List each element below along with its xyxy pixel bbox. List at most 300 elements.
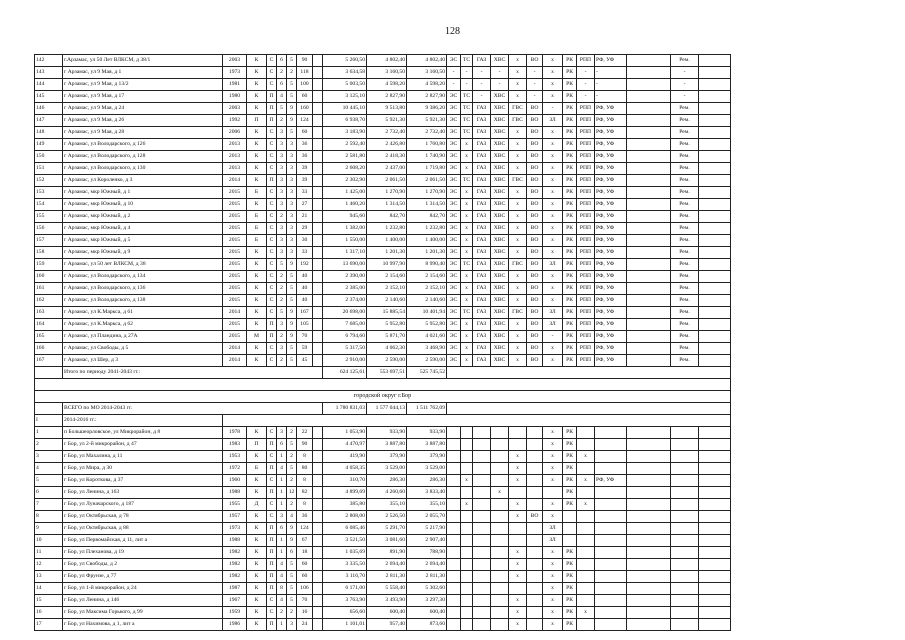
table-cell: ГАЗ — [473, 115, 491, 127]
table-cell: ГАЗ — [473, 331, 491, 343]
table-cell: 2015 — [223, 319, 247, 331]
table-cell: х — [461, 199, 473, 211]
table-cell: 90 — [297, 439, 313, 451]
table-cell: Рем. — [671, 151, 699, 163]
table-cell — [563, 535, 577, 547]
table-cell — [491, 535, 509, 547]
table-cell — [577, 583, 595, 595]
table-cell: К — [247, 295, 267, 307]
address-cell: г Бор, ул Махалина, д 11 — [63, 451, 223, 463]
table-cell: П — [267, 535, 277, 547]
table-cell: П — [267, 319, 277, 331]
table-cell: 158 — [35, 247, 63, 259]
table-cell — [627, 223, 671, 235]
table-cell: 600,40 — [407, 607, 447, 619]
table-cell: РПП — [577, 271, 595, 283]
table-cell: РФ, УФ — [595, 139, 627, 151]
table-cell — [313, 523, 323, 535]
table-cell — [627, 139, 671, 151]
table-cell: 2 694,40 — [367, 559, 407, 571]
table-cell: 1 317,10 — [323, 247, 367, 259]
table-cell — [473, 619, 491, 631]
table-cell: - — [491, 67, 509, 79]
table-cell — [313, 619, 323, 631]
table-cell: 156 — [35, 223, 63, 235]
table-cell: х — [543, 247, 563, 259]
table-cell: 3 — [277, 175, 287, 187]
table-cell: 379,90 — [407, 451, 447, 463]
table-cell — [461, 523, 473, 535]
table-cell: ГАЗ — [473, 235, 491, 247]
table-cell — [461, 535, 473, 547]
table-cell — [671, 619, 699, 631]
table-cell: 1960 — [223, 475, 247, 487]
address-cell: г Бор, ул Октябрьская, д 78 — [63, 511, 223, 523]
table-cell: 2015 — [223, 331, 247, 343]
table-row — [35, 571, 731, 583]
table-cell: 166 — [35, 343, 63, 355]
table-cell — [699, 175, 731, 187]
table-cell: ЭС — [447, 319, 461, 331]
table-cell: С — [267, 451, 277, 463]
table-cell: - — [447, 79, 461, 91]
table-cell: 2 437,00 — [367, 163, 407, 175]
table-cell — [699, 331, 731, 343]
table-cell — [491, 523, 509, 535]
table-cell: 151 — [35, 163, 63, 175]
table-cell — [509, 439, 527, 451]
table-cell: ВО — [527, 259, 543, 271]
table-row — [35, 319, 731, 331]
table-cell — [313, 547, 323, 559]
table-cell — [563, 511, 577, 523]
table-cell: 10 997,90 — [367, 259, 407, 271]
table-cell: х — [543, 427, 563, 439]
table-cell — [527, 607, 543, 619]
table-cell: 2015 — [223, 283, 247, 295]
table-cell: 36 — [297, 151, 313, 163]
table-cell: 1959 — [223, 607, 247, 619]
table-cell: 9 386,20 — [407, 103, 447, 115]
table-cell: 9 — [287, 319, 297, 331]
table-cell: С — [267, 343, 277, 355]
table-cell: 2015 — [223, 199, 247, 211]
table-cell: х — [543, 175, 563, 187]
table-cell — [699, 583, 731, 595]
table-cell — [461, 595, 473, 607]
table-cell: х — [509, 619, 527, 631]
table-cell: х — [461, 211, 473, 223]
table-cell — [473, 451, 491, 463]
table-cell: С — [267, 271, 277, 283]
address-cell: г Арзамас, мкр Южный, д 10 — [63, 199, 223, 211]
table-cell: П — [267, 487, 277, 499]
table-cell — [577, 523, 595, 535]
table-cell: РК — [563, 79, 577, 91]
table-cell: РК — [563, 211, 577, 223]
table-cell — [313, 175, 323, 187]
table-cell: ГАЗ — [473, 55, 491, 67]
table-cell — [699, 343, 731, 355]
table-cell: - — [473, 67, 491, 79]
table-cell — [627, 475, 671, 487]
table-cell — [699, 523, 731, 535]
table-cell: ХВС — [491, 223, 509, 235]
table-cell — [447, 475, 461, 487]
table-cell — [563, 523, 577, 535]
table-cell — [491, 475, 509, 487]
table-cell: РК — [563, 271, 577, 283]
table-cell — [313, 235, 323, 247]
table-cell: РПП — [577, 319, 595, 331]
table-cell: 40 — [297, 271, 313, 283]
table-cell: 5 302,60 — [407, 583, 447, 595]
table-cell: 163 — [35, 307, 63, 319]
table-cell: х — [509, 355, 527, 367]
table-cell: 1 — [277, 547, 287, 559]
table-cell: 5 — [287, 355, 297, 367]
table-cell: 2014 — [223, 307, 247, 319]
table-cell: 1 101,01 — [323, 619, 367, 631]
table-cell: 1 460,20 — [323, 199, 367, 211]
table-cell: РФ, УФ — [595, 259, 627, 271]
table-cell: 3 468,90 — [407, 343, 447, 355]
table-cell: С — [267, 259, 277, 271]
table-cell — [461, 439, 473, 451]
table-cell: 2 140,60 — [367, 295, 407, 307]
table-cell — [671, 607, 699, 619]
table-cell: РФ, УФ — [595, 127, 627, 139]
table-cell: ТС — [461, 115, 473, 127]
table-cell: Рем. — [671, 259, 699, 271]
table-cell — [671, 427, 699, 439]
table-row — [35, 523, 731, 535]
table-cell: 2015 — [223, 211, 247, 223]
period-number: I — [35, 415, 63, 427]
table-cell: 600,40 — [367, 607, 407, 619]
table-cell: 39 — [297, 175, 313, 187]
table-cell: РПП — [577, 211, 595, 223]
table-cell — [699, 115, 731, 127]
table-cell — [577, 487, 595, 499]
period-label: 2014-2016 гг.: — [63, 415, 223, 427]
table-cell — [627, 247, 671, 259]
table-cell: х — [543, 67, 563, 79]
table-cell: 3 — [287, 175, 297, 187]
table-cell: ЗЛ — [543, 523, 563, 535]
table-cell: 1973 — [223, 523, 247, 535]
table-cell: 1 — [277, 487, 287, 499]
table-cell — [313, 259, 323, 271]
table-cell: РК — [563, 67, 577, 79]
table-cell: 8 — [297, 451, 313, 463]
table-cell: С — [267, 247, 277, 259]
table-cell: С — [267, 595, 277, 607]
table-cell — [595, 523, 627, 535]
table-row — [35, 451, 731, 463]
table-cell: ГАЗ — [473, 307, 491, 319]
table-cell: РК — [563, 427, 577, 439]
table-cell: РПП — [577, 331, 595, 343]
table-cell: 842,70 — [407, 211, 447, 223]
table-cell — [461, 571, 473, 583]
table-cell: 1 760,80 — [407, 139, 447, 151]
table-cell: ЗЛ — [543, 319, 563, 331]
table-cell — [699, 79, 731, 91]
table-cell: П — [267, 439, 277, 451]
table-cell: С — [267, 199, 277, 211]
table-cell: х — [543, 55, 563, 67]
table-cell: ГАЗ — [473, 319, 491, 331]
address-cell: г Бор, ул Нахимова, д 1, лит а — [63, 619, 223, 631]
summary-label: ВСЕГО по МО 2014-2043 гг. — [63, 403, 323, 415]
table-cell: 419,90 — [323, 451, 367, 463]
address-cell: г Арзамас, ул Володарского, д 134 — [63, 271, 223, 283]
table-cell — [699, 103, 731, 115]
table-cell: 2 — [277, 211, 287, 223]
table-cell: ЭС — [447, 55, 461, 67]
table-row — [35, 115, 731, 127]
table-cell: 3 — [277, 427, 287, 439]
table-cell: ВО — [527, 199, 543, 211]
table-cell — [491, 595, 509, 607]
table-cell — [595, 511, 627, 523]
table-cell: ТС — [461, 259, 473, 271]
table-cell: 4 260,60 — [367, 487, 407, 499]
address-cell: г Арзамас, ул 9 Мая, д 1 — [63, 67, 223, 79]
table-cell — [627, 151, 671, 163]
table-cell: 6 — [277, 79, 287, 91]
table-cell: РК — [563, 91, 577, 103]
table-cell: 2 — [287, 451, 297, 463]
table-cell: 3 — [287, 139, 297, 151]
table-cell: 656,60 — [323, 607, 367, 619]
table-cell: РК — [563, 199, 577, 211]
table-cell: 147 — [35, 115, 63, 127]
table-cell — [627, 103, 671, 115]
table-cell — [491, 559, 509, 571]
table-cell — [699, 475, 731, 487]
table-cell — [473, 523, 491, 535]
table-cell: 1987 — [223, 583, 247, 595]
table-cell: С — [267, 127, 277, 139]
table-cell: РК — [563, 283, 577, 295]
table-cell: РК — [563, 343, 577, 355]
table-cell: 2 — [277, 115, 287, 127]
table-cell — [509, 523, 527, 535]
table-cell: ГАЗ — [473, 295, 491, 307]
table-cell: - — [577, 67, 595, 79]
table-cell: 5 — [287, 595, 297, 607]
table-cell — [699, 271, 731, 283]
table-row — [35, 295, 731, 307]
table-cell: 14 — [35, 583, 63, 595]
table-cell: 105 — [297, 319, 313, 331]
table-cell: х — [509, 247, 527, 259]
table-cell: РК — [563, 235, 577, 247]
table-cell: РПП — [577, 139, 595, 151]
table-cell: 4 — [287, 511, 297, 523]
table-cell: ЗЛ — [543, 535, 563, 547]
table-cell: х — [543, 451, 563, 463]
table-cell — [699, 187, 731, 199]
table-cell: С — [267, 187, 277, 199]
address-cell: г Арзамас, ул К.Маркса, д 62 — [63, 319, 223, 331]
table-cell: 3 — [287, 235, 297, 247]
table-cell — [313, 283, 323, 295]
table-cell: П — [247, 439, 267, 451]
table-cell: 1 053,90 — [323, 427, 367, 439]
table-cell: ХВС — [491, 163, 509, 175]
table-cell: - — [671, 67, 699, 79]
table-cell — [627, 571, 671, 583]
table-cell — [699, 559, 731, 571]
table-cell: ЭС — [447, 199, 461, 211]
table-cell: х — [509, 67, 527, 79]
table-cell: ТС — [461, 175, 473, 187]
table-cell: ВО — [527, 103, 543, 115]
table-cell: 3 887,80 — [407, 439, 447, 451]
table-cell: 4 021,60 — [407, 331, 447, 343]
table-cell: К — [247, 199, 267, 211]
table-cell — [595, 619, 627, 631]
table-cell — [491, 427, 509, 439]
table-cell — [627, 127, 671, 139]
table-cell — [699, 163, 731, 175]
table-cell: 3 — [287, 247, 297, 259]
table-cell: РК — [563, 571, 577, 583]
table-cell: 16 — [35, 607, 63, 619]
table-cell — [313, 475, 323, 487]
table-cell: К — [247, 571, 267, 583]
table-cell — [699, 547, 731, 559]
address-cell: г Бор, ул Фрунзе, д 77 — [63, 571, 223, 583]
table-cell: ТС — [461, 103, 473, 115]
table-cell: 1 — [277, 451, 287, 463]
table-cell: 2 — [287, 427, 297, 439]
table-cell — [461, 427, 473, 439]
table-cell: х — [577, 607, 595, 619]
table-cell: 2 590,00 — [367, 355, 407, 367]
table-row — [35, 307, 731, 319]
table-cell: П — [247, 115, 267, 127]
table-cell: 157 — [35, 235, 63, 247]
table-cell: 2 732,40 — [407, 127, 447, 139]
table-cell: 3 — [277, 127, 287, 139]
table-cell: 1 425,00 — [323, 187, 367, 199]
table-cell: ГАЗ — [473, 247, 491, 259]
table-cell: 67 — [297, 535, 313, 547]
table-cell — [627, 607, 671, 619]
table-cell: 3 763,90 — [323, 595, 367, 607]
address-cell: г Арзамас, ул Короленко, д 3 — [63, 175, 223, 187]
table-cell — [627, 547, 671, 559]
table-cell: х — [509, 187, 527, 199]
table-row — [35, 271, 731, 283]
table-cell — [447, 607, 461, 619]
table-cell: ГАЗ — [473, 151, 491, 163]
table-cell — [577, 535, 595, 547]
table-cell: 1 740,90 — [407, 151, 447, 163]
table-cell: Рем. — [671, 187, 699, 199]
table-cell — [595, 583, 627, 595]
period-row — [35, 415, 731, 427]
table-row — [35, 163, 731, 175]
table-row — [35, 199, 731, 211]
table-cell: 2 — [35, 439, 63, 451]
table-cell: 2 — [287, 499, 297, 511]
table-cell — [671, 571, 699, 583]
table-cell — [699, 91, 731, 103]
table-cell: 385,80 — [323, 499, 367, 511]
table-cell: ХВС — [491, 307, 509, 319]
table-cell — [527, 475, 543, 487]
address-cell: г Арзамас, ул К.Маркса, д 61 — [63, 307, 223, 319]
table-cell — [699, 427, 731, 439]
table-cell: 100 — [297, 79, 313, 91]
table-cell: 162 — [35, 295, 63, 307]
table-cell — [671, 475, 699, 487]
table-cell: РК — [563, 187, 577, 199]
table-cell: 124 — [297, 115, 313, 127]
table-cell — [313, 187, 323, 199]
table-cell — [447, 451, 461, 463]
table-cell: 18 — [297, 547, 313, 559]
table-cell: РК — [563, 583, 577, 595]
table-cell: ХВС — [491, 211, 509, 223]
table-cell: С — [267, 139, 277, 151]
table-cell — [447, 511, 461, 523]
table-cell: 192 — [297, 259, 313, 271]
table-cell: ВО — [527, 115, 543, 127]
table-cell: 145 — [35, 91, 63, 103]
table-cell: РК — [563, 103, 577, 115]
table-cell: 3 — [277, 319, 287, 331]
table-cell: х — [543, 187, 563, 199]
table-cell — [671, 595, 699, 607]
table-cell: РПП — [577, 247, 595, 259]
table-cell: ВО — [527, 343, 543, 355]
table-cell — [699, 607, 731, 619]
table-cell: 142 — [35, 55, 63, 67]
table-cell: 1 400,00 — [407, 235, 447, 247]
table-cell: 13 690,00 — [323, 259, 367, 271]
table-cell: ВО — [527, 55, 543, 67]
table-cell — [527, 583, 543, 595]
table-cell — [447, 523, 461, 535]
table-cell — [671, 535, 699, 547]
table-cell: х — [577, 475, 595, 487]
table-cell: 5 558,40 — [367, 583, 407, 595]
table-cell: х — [509, 499, 527, 511]
address-cell: г Арзамас, ул 9 Мая, д 17 — [63, 91, 223, 103]
table-cell — [461, 607, 473, 619]
table-cell: 873,60 — [407, 619, 447, 631]
table-cell: 2 — [287, 67, 297, 79]
table-cell: х — [509, 211, 527, 223]
table-cell: 2 055,70 — [407, 511, 447, 523]
table-cell: ЭС — [447, 103, 461, 115]
table-cell: 3 — [287, 223, 297, 235]
table-cell: х — [543, 271, 563, 283]
table-cell: РФ, УФ — [595, 223, 627, 235]
table-cell: 12 — [287, 487, 297, 499]
table-cell: 6 — [277, 439, 287, 451]
table-cell: х — [461, 235, 473, 247]
table-cell: 2 — [277, 283, 287, 295]
table-cell: 2 426,80 — [367, 139, 407, 151]
table-row — [35, 211, 731, 223]
